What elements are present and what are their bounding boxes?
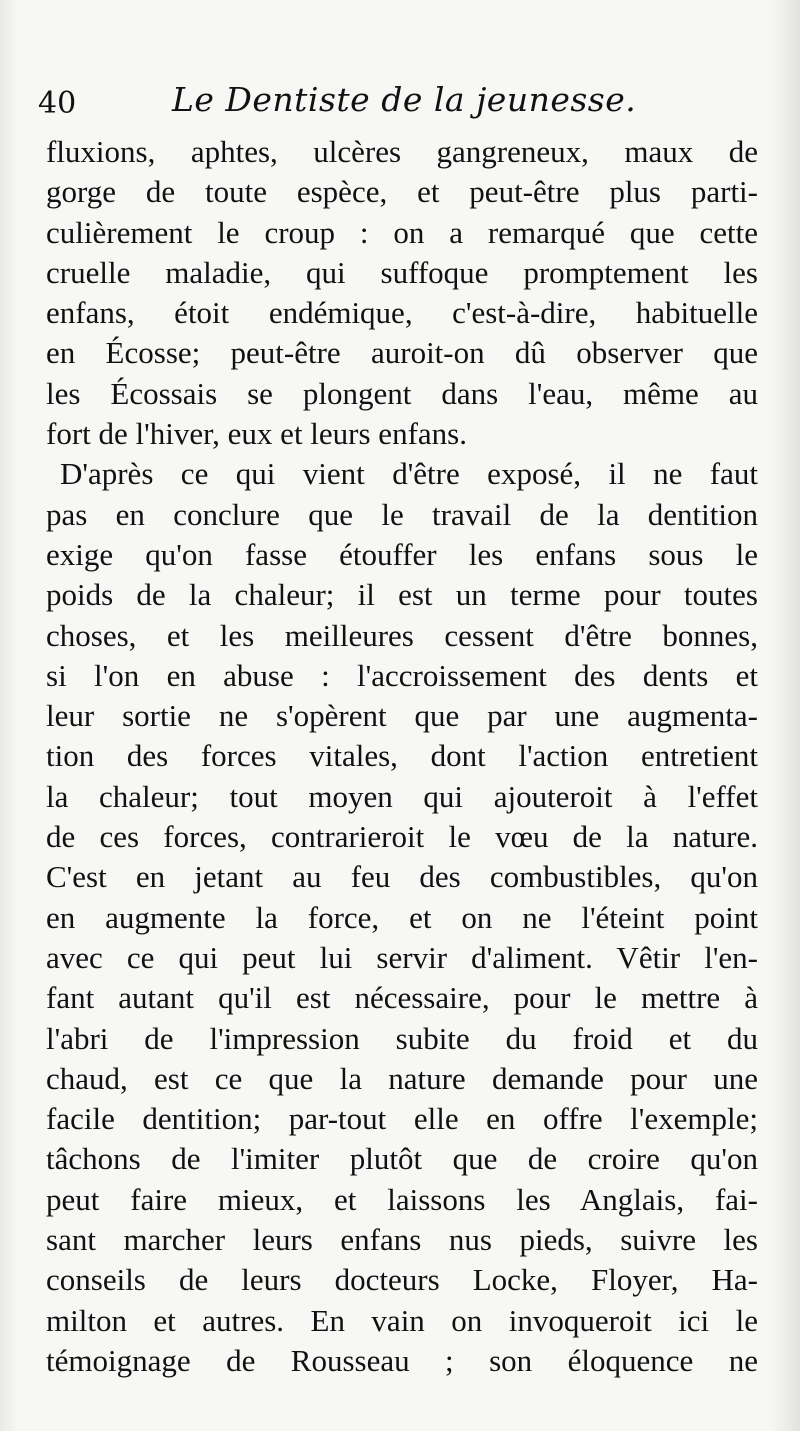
text-line: avec ce qui peut lui servir d'aliment. Vêtir l'en- xyxy=(46,939,758,975)
body-text xyxy=(46,132,758,1381)
text-line: facile dentition; par-tout elle en offre l'exemple; xyxy=(46,1101,758,1137)
text-line: en augmente la force, et on ne l'éteint point xyxy=(46,899,758,935)
text-line: tion des forces vitales, dont l'action entretient xyxy=(46,738,758,774)
text-line: poids de la chaleur; il est un terme pour toutes xyxy=(46,577,758,613)
text-line: chaud, est ce que la nature demande pour une xyxy=(46,1060,758,1096)
running-title: Le Dentiste de la jeunesse. xyxy=(172,80,637,119)
text-line: choses, et les meilleures cessent d'être bonnes, xyxy=(46,617,758,653)
text-line: l'abri de l'impression subite du froid et du xyxy=(46,1020,758,1056)
text-line: en Écosse; peut-être auroit-on dû observer que xyxy=(46,335,758,371)
text-line: la chaleur; tout moyen qui ajouteroit à l'effet xyxy=(46,778,758,814)
text-line: C'est en jetant au feu des combustibles, qu'on xyxy=(46,859,758,895)
text-line: culièrement le croup : on a remarqué que cette xyxy=(46,214,758,250)
text-line: fluxions, aphtes, ulcères gangreneux, maux de xyxy=(46,134,758,169)
text-line: conseils de leurs docteurs Locke, Floyer, Ha- xyxy=(46,1262,758,1298)
text-line: de ces forces, contrarieroit le vœu de la nature. xyxy=(46,819,758,855)
text-line: tâchons de l'imiter plutôt que de croire qu'on xyxy=(46,1141,758,1177)
text-line: milton et autres. En vain on invoqueroit ici le xyxy=(46,1302,758,1338)
page-header xyxy=(38,80,758,130)
text-line: cruelle maladie, qui suffoque promptement les xyxy=(46,254,758,290)
text-line: enfans, étoit endémique, c'est-à-dire, habituelle xyxy=(46,295,758,331)
text-line: gorge de toute espèce, et peut-être plus parti- xyxy=(46,174,758,210)
text-line: pas en conclure que le travail de la dentition xyxy=(46,496,758,532)
page-number: 40 xyxy=(38,86,77,121)
text-line: exige qu'on fasse étouffer les enfans sous le xyxy=(46,536,758,572)
text-line: peut faire mieux, et laissons les Anglais, fai- xyxy=(46,1181,758,1217)
text-line: sant marcher leurs enfans nus pieds, suivre les xyxy=(46,1222,758,1258)
scan-shadow-right xyxy=(770,0,800,1431)
scan-shadow-left xyxy=(0,0,18,1431)
text-line: témoignage de Rousseau ; son éloquence ne xyxy=(46,1342,758,1378)
paragraph-start-line: D'après ce qui vient d'être exposé, il ne faut xyxy=(60,456,758,492)
text-line: fort de l'hiver, eux et leurs enfans. xyxy=(46,416,467,452)
text-line: si l'on en abuse : l'accroissement des dents et xyxy=(46,657,758,693)
text-line: leur sortie ne s'opèrent que par une augmenta- xyxy=(46,698,758,734)
text-line: fant autant qu'il est nécessaire, pour le mettre à xyxy=(46,980,758,1016)
text-line: les Écossais se plongent dans l'eau, même au xyxy=(46,375,758,411)
